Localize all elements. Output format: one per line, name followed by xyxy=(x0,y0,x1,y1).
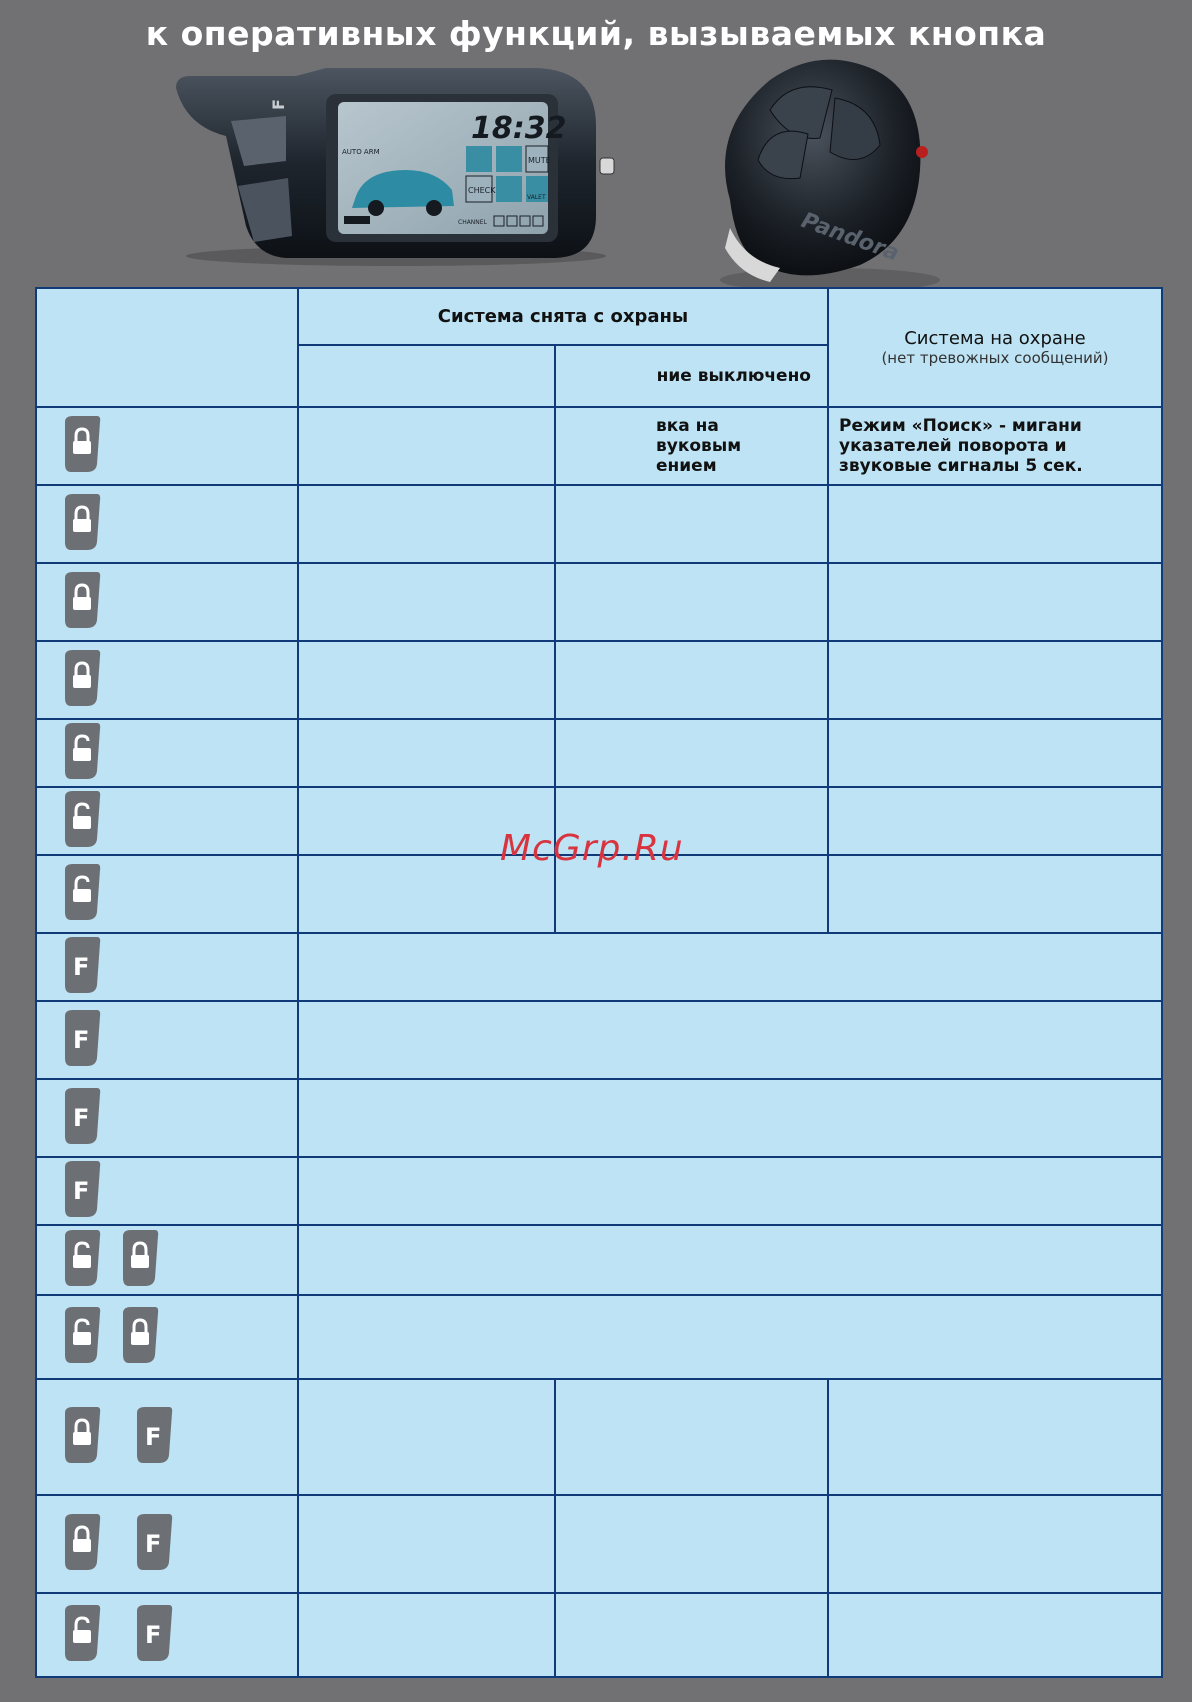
svg-text:F: F xyxy=(73,1104,90,1132)
functions-table xyxy=(35,287,1163,1678)
table-row xyxy=(36,1001,1162,1079)
header-disarmed-sub-left xyxy=(298,345,555,407)
unlock-icon xyxy=(59,789,103,853)
button-combo-cell xyxy=(36,1593,298,1677)
lock-icon xyxy=(59,414,103,478)
button-combo-cell xyxy=(36,641,298,719)
function-cell xyxy=(828,407,1162,485)
keyfob-image xyxy=(700,50,950,295)
button-combo-cell xyxy=(36,563,298,641)
pager-auto-arm: AUTO ARM xyxy=(342,148,380,156)
function-cell xyxy=(828,1593,1162,1677)
function-cell xyxy=(298,563,555,641)
f-icon xyxy=(59,1086,103,1150)
pager-remote-image xyxy=(176,66,616,266)
button-combo-cell xyxy=(36,1001,298,1079)
armed-function-text: Режим «Поиск» - мигани указателей поворота и звуковые сигналы 5 сек. xyxy=(839,416,1083,476)
lock-icon xyxy=(59,1512,103,1576)
pager-channel: CHANNEL xyxy=(458,219,487,226)
button-combo-cell xyxy=(36,1157,298,1225)
svg-text:F: F xyxy=(145,1621,162,1649)
button-combo-cell xyxy=(36,485,298,563)
function-cell xyxy=(828,855,1162,933)
button-combo-cell xyxy=(36,855,298,933)
function-cell xyxy=(828,787,1162,855)
disarmed-function-text: вка на вуковым ением xyxy=(656,416,742,476)
header-disarmed-sub-right-label: ние выключено xyxy=(656,366,811,386)
table-row xyxy=(36,1379,1162,1495)
function-cell xyxy=(555,641,828,719)
function-cell xyxy=(555,1593,828,1677)
button-combo-cell xyxy=(36,1225,298,1295)
function-cell xyxy=(555,563,828,641)
function-cell xyxy=(298,641,555,719)
function-cell-merged xyxy=(298,933,1162,1001)
function-cell xyxy=(555,1379,828,1495)
function-cell xyxy=(555,407,828,485)
f-icon xyxy=(131,1405,175,1469)
f-icon xyxy=(59,1159,103,1223)
function-cell xyxy=(828,1495,1162,1593)
pager-valet: VALET xyxy=(527,194,546,201)
svg-text:F: F xyxy=(145,1530,162,1558)
function-cell xyxy=(555,1495,828,1593)
unlock-icon xyxy=(59,862,103,926)
keyfob-brand: Pandora xyxy=(797,208,903,267)
table-row xyxy=(36,1157,1162,1225)
function-cell xyxy=(298,407,555,485)
function-cell xyxy=(298,1593,555,1677)
lock-icon xyxy=(117,1228,161,1292)
function-cell xyxy=(828,563,1162,641)
table-row xyxy=(36,485,1162,563)
table-row xyxy=(36,407,1162,485)
lock-icon xyxy=(59,570,103,634)
svg-text:F: F xyxy=(73,1177,90,1205)
header-disarmed-label: Система снята с охраны xyxy=(437,306,689,327)
unlock-icon xyxy=(59,1305,103,1369)
button-combo-cell xyxy=(36,1495,298,1593)
table-row xyxy=(36,1495,1162,1593)
table-row xyxy=(36,1225,1162,1295)
function-cell xyxy=(298,1495,555,1593)
function-cell-merged xyxy=(298,1225,1162,1295)
function-cell-merged xyxy=(298,1295,1162,1379)
table-row xyxy=(36,1593,1162,1677)
f-icon xyxy=(59,935,103,999)
header-armed xyxy=(828,288,1162,407)
lock-icon xyxy=(59,648,103,712)
header-disarmed-sub-right xyxy=(555,345,828,407)
function-cell xyxy=(298,485,555,563)
f-icon xyxy=(59,1008,103,1072)
header-disarmed xyxy=(298,288,828,345)
function-cell xyxy=(298,1379,555,1495)
lock-icon xyxy=(59,1405,103,1469)
function-cell xyxy=(828,1379,1162,1495)
function-cell xyxy=(828,641,1162,719)
f-icon xyxy=(131,1603,175,1667)
function-cell-merged xyxy=(298,1001,1162,1079)
function-cell-merged xyxy=(298,1079,1162,1157)
table-row xyxy=(36,719,1162,787)
button-combo-cell xyxy=(36,787,298,855)
pager-f-label: F xyxy=(269,99,288,110)
table-row xyxy=(36,641,1162,719)
table-row xyxy=(36,933,1162,1001)
header-armed-label: Система на охране xyxy=(904,328,1086,349)
function-cell xyxy=(298,719,555,787)
table-row xyxy=(36,1295,1162,1379)
function-cell xyxy=(555,485,828,563)
function-cell xyxy=(828,719,1162,787)
button-combo-cell xyxy=(36,1079,298,1157)
svg-text:F: F xyxy=(145,1423,162,1451)
pager-check: CHECK xyxy=(468,186,496,195)
button-combo-cell xyxy=(36,933,298,1001)
unlock-icon xyxy=(59,721,103,785)
svg-text:F: F xyxy=(73,1026,90,1054)
function-cell-merged xyxy=(298,1157,1162,1225)
pager-time: 18:32 xyxy=(471,111,567,146)
header-armed-sub: (нет тревожных сообщений) xyxy=(881,349,1109,367)
table-row xyxy=(36,1079,1162,1157)
header-corner-cell xyxy=(36,288,298,407)
function-cell xyxy=(828,485,1162,563)
function-cell xyxy=(555,719,828,787)
unlock-icon xyxy=(59,1228,103,1292)
button-combo-cell xyxy=(36,719,298,787)
pager-mute: MUTE xyxy=(528,156,551,165)
button-combo-cell xyxy=(36,407,298,485)
f-icon xyxy=(131,1512,175,1576)
svg-text:F: F xyxy=(73,953,90,981)
button-combo-cell xyxy=(36,1295,298,1379)
table-row xyxy=(36,563,1162,641)
lock-icon xyxy=(117,1305,161,1369)
lock-icon xyxy=(59,492,103,556)
unlock-icon xyxy=(59,1603,103,1667)
button-combo-cell xyxy=(36,1379,298,1495)
watermark: McGrp.Ru xyxy=(500,828,684,869)
page-title: к оперативных функций, вызываемых кнопка xyxy=(145,14,1047,53)
